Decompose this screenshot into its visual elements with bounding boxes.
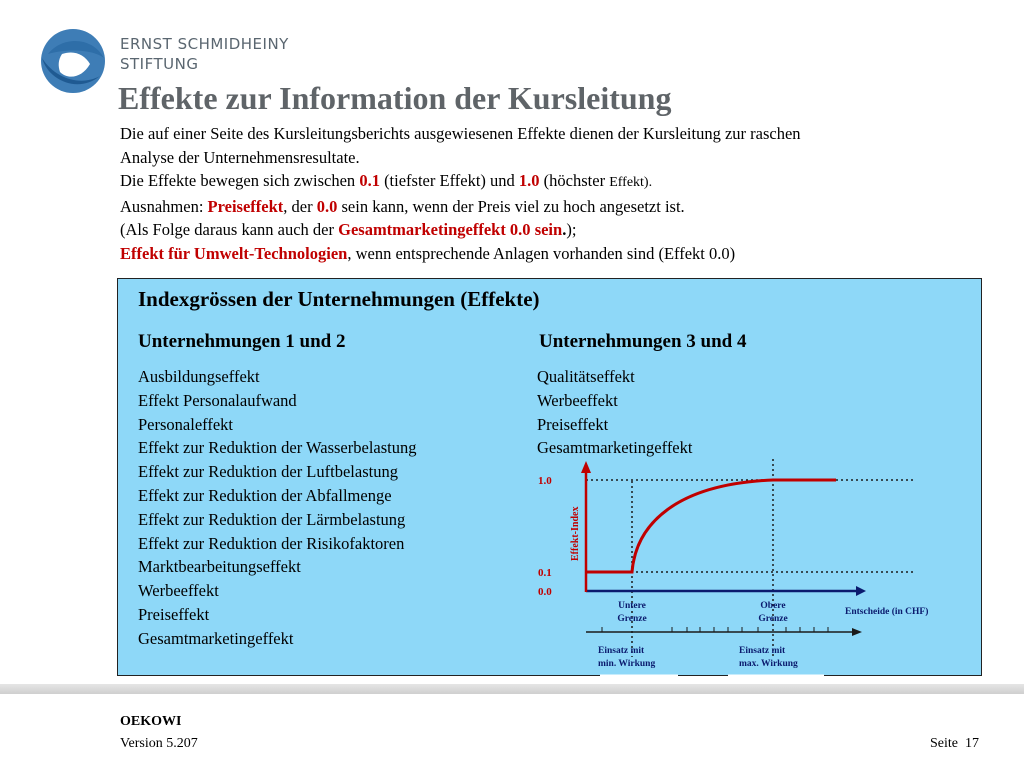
effects-panel: [117, 278, 982, 676]
list-item: Qualitätseffekt: [537, 367, 635, 386]
intro-line-4-c: sein kann, wenn der Preis viel zu hoch angesetzt ist.: [337, 196, 685, 216]
list-item: Effekt zur Reduktion der Lärmbelastung: [138, 509, 406, 529]
intro-text: [120, 122, 980, 265]
foundation-logo: [38, 28, 108, 94]
intro-line-6: [120, 242, 980, 266]
col1-header: Unternehmungen 1 und 2: [138, 331, 346, 352]
list-item: Werbeeffekt: [138, 581, 219, 601]
list-item: Marktbearbeitungseffekt: [138, 557, 301, 577]
slide-title: Effekte zur Information der Kursleitung: [118, 80, 672, 116]
intro-line-1: Die auf einer Seite des Kursleitungsberichts ausgewiesenen Effekte dienen der Kursleitung zur raschen: [120, 124, 801, 143]
list-item: Effekt zur Reduktion der Abfallmenge: [138, 485, 392, 505]
effect-curve: [586, 480, 836, 572]
intro-line-4-a: Ausnahmen:: [120, 196, 208, 216]
page-label: Seite: [930, 736, 958, 751]
tick-label-zero: 0.0: [538, 586, 552, 598]
list-item: Gesamtmarketingeffekt: [537, 438, 693, 458]
upper-bound-label-2: Grenze: [758, 614, 788, 624]
environment-tech-highlight: Effekt für Umwelt-Technologien: [120, 243, 348, 263]
max-note-1: Einsatz mit: [739, 646, 786, 656]
total-marketing-highlight: Gesamtmarketingeffekt 0.0: [338, 220, 531, 239]
list-item: Effekt Personalaufwand: [138, 390, 297, 410]
list-item: Personaleffekt: [138, 414, 233, 434]
brand-line-2: STIFTUNG: [120, 55, 199, 73]
price-effect-highlight: Preiseffekt: [207, 196, 284, 216]
intro-line-3-d: Effekt).: [609, 175, 653, 190]
footer-organization: OEKOWI: [120, 714, 182, 729]
min-note-2: min. Wirkung: [598, 659, 656, 669]
intro-line-2: Analyse der Unternehmensresultate.: [120, 147, 360, 167]
list-item: Ausbildungseffekt: [138, 367, 260, 386]
x-axis-arrowhead: [856, 586, 866, 596]
brand-line-1: ERNST SCHMIDHEINY: [120, 35, 289, 53]
intro-line-4: [120, 195, 980, 219]
brand-name: [120, 34, 289, 74]
lower-axis-arrowhead: [852, 628, 862, 636]
intro-line-5-a: (Als Folge daraus kann auch der: [120, 220, 339, 239]
footer-version: Version 5.207: [120, 736, 198, 751]
lower-bound-label-1: Untere: [618, 601, 646, 611]
intro-line-5-c: .: [562, 220, 567, 239]
list-item: Gesamtmarketingeffekt: [138, 628, 294, 648]
col2-header: Unternehmungen 3 und 4: [539, 331, 747, 352]
list-item: Effekt zur Reduktion der Luftbelastung: [138, 462, 398, 482]
intro-line-3: [120, 169, 980, 195]
intro-line-3-a: Die Effekte bewegen sich zwischen: [120, 171, 360, 190]
upper-bound-label-1: Obere: [760, 601, 786, 611]
tick-label-low: 0.1: [538, 567, 552, 579]
min-effect-value: 0.1: [359, 171, 380, 190]
lower-bound-label-2: Grenze: [617, 614, 647, 624]
intro-line-5-d: );: [566, 220, 577, 239]
page-number-value: 17: [965, 736, 979, 751]
col2-list: [537, 365, 692, 460]
effect-curve-diagram: [536, 459, 956, 679]
tick-label-high: 1.0: [538, 475, 552, 487]
list-item: Werbeeffekt: [537, 390, 618, 410]
y-axis-arrowhead: [581, 461, 591, 473]
footer-divider: [0, 684, 1024, 694]
col1-list: [138, 365, 417, 651]
intro-line-5: [120, 218, 980, 242]
x-axis-label: Entscheide (in CHF): [845, 607, 929, 617]
intro-line-4-b: , der: [283, 196, 317, 216]
intro-line-5-b: sein: [530, 220, 563, 239]
list-item: Effekt zur Reduktion der Risikofaktoren: [138, 533, 405, 553]
max-note-2: max. Wirkung: [739, 659, 798, 669]
min-note-1: Einsatz mit: [598, 646, 645, 656]
zero-value-highlight: 0.0: [316, 196, 338, 216]
intro-line-6-b: , wenn entsprechende Anlagen vorhanden sind (Effekt 0.0): [347, 243, 736, 263]
intro-line-3-c: (höchster: [539, 171, 610, 190]
max-effect-value: 1.0: [518, 171, 540, 190]
page-number: [930, 736, 979, 752]
y-axis-label: Effekt-Index: [570, 506, 581, 561]
list-item: Preiseffekt: [138, 604, 210, 624]
list-item: Preiseffekt: [537, 414, 609, 434]
intro-line-3-b: (tiefster Effekt) und: [379, 171, 519, 190]
panel-title: Indexgrössen der Unternehmungen (Effekte): [138, 287, 540, 311]
list-item: Effekt zur Reduktion der Wasserbelastung: [138, 438, 417, 458]
